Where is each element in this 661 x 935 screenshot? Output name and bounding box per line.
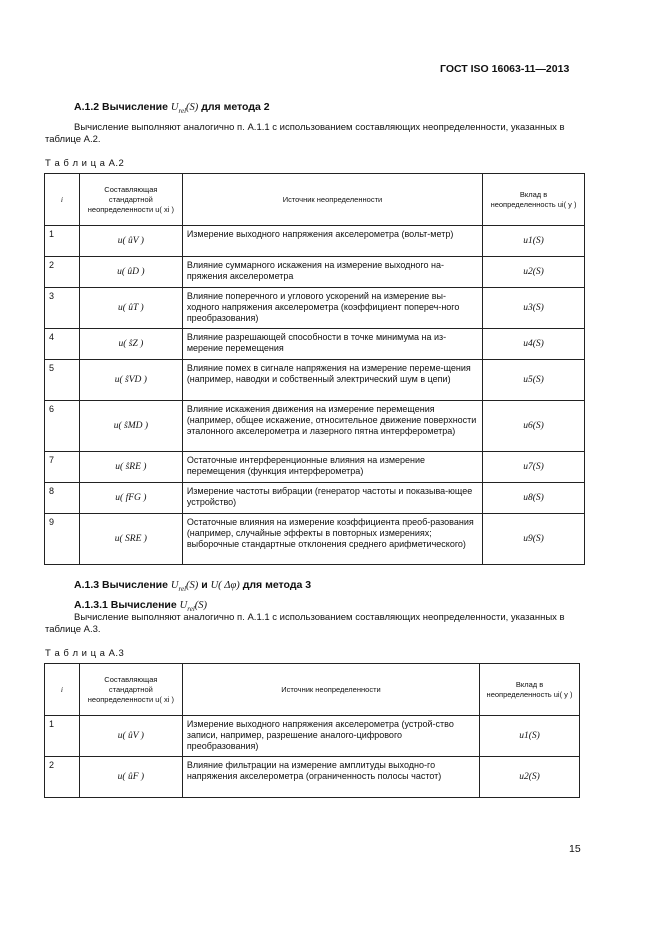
cell-desc: Влияние поперечного и углового ускорений на измерение вы-ходного напряжения акселерометра (коэффициент попереч-ного преобразования)	[182, 288, 482, 329]
section-mid: и	[201, 579, 208, 591]
math-symbol: U	[170, 102, 179, 113]
math-arg: (S)	[186, 580, 199, 591]
cell-i: 2	[45, 257, 80, 288]
paragraph-a131: Вычисление выполняют аналогично п. А.1.1 с использованием составляющих неопределенности, указанных в таблице А.3.	[45, 612, 565, 635]
cell-contrib: u7(S)	[483, 452, 585, 483]
header-i: i	[45, 664, 80, 716]
section-heading-a131	[74, 599, 207, 613]
page-number: 15	[569, 843, 581, 855]
cell-sym: u( ŝRE )	[79, 452, 182, 483]
section-number: А.1.3.1	[74, 599, 108, 611]
table-row	[45, 401, 585, 452]
cell-sym: u( fFG )	[79, 483, 182, 514]
table-row	[45, 288, 585, 329]
cell-contrib: u1(S)	[483, 226, 585, 257]
math-symbol: U	[170, 580, 179, 591]
table-header-row	[45, 174, 585, 226]
cell-sym: u( ŝZ )	[79, 329, 182, 360]
math-subscript: rel	[187, 605, 195, 614]
cell-desc: Влияние фильтрации на измерение амплитуды выходно-го напряжения акселерометра (ограниченность полосы частот)	[182, 757, 479, 798]
cell-desc: Измерение частоты вибрации (генератор частоты и показыва-ющее устройство)	[182, 483, 482, 514]
section-pre: Вычисление	[102, 101, 168, 113]
cell-desc: Измерение выходного напряжения акселерометра (вольт-метр)	[182, 226, 482, 257]
cell-i: 9	[45, 514, 80, 565]
table-a2	[44, 173, 585, 565]
cell-sym: u( ûT )	[79, 288, 182, 329]
math-symbol-2: U( Δφ)	[210, 580, 240, 591]
cell-sym: u( ûF )	[79, 757, 182, 798]
math-symbol: U	[179, 600, 188, 611]
header-contrib: Вклад в неопределенность ui( y )	[480, 664, 580, 716]
cell-contrib: u2(S)	[480, 757, 580, 798]
header-std: Составляющая стандартной неопределенности u( xi )	[79, 664, 182, 716]
section-number: А.1.3	[74, 579, 100, 591]
table-a3-caption: Т а б л и ц а А.3	[45, 648, 125, 659]
cell-contrib: u6(S)	[483, 401, 585, 452]
paragraph-a12: Вычисление выполняют аналогично п. А.1.1 с использованием составляющих неопределенности, указанных в таблице А.2.	[45, 122, 565, 145]
cell-contrib: u5(S)	[483, 360, 585, 401]
cell-desc: Измерение выходного напряжения акселерометра (устрой-ство записи, например, разрешение аналого-цифрового преобразования)	[182, 716, 479, 757]
section-pre: Вычисление	[110, 599, 177, 611]
cell-i: 4	[45, 329, 80, 360]
cell-i: 6	[45, 401, 80, 452]
table-row	[45, 514, 585, 565]
cell-desc: Остаточные интерференционные влияния на измерение перемещения (функция интерферометра)	[182, 452, 482, 483]
table-header-row	[45, 664, 580, 716]
cell-i: 1	[45, 716, 80, 757]
table-row	[45, 257, 585, 288]
cell-sym: u( ŝMD )	[79, 401, 182, 452]
math-subscript: rel	[178, 107, 187, 116]
math-arg: (S)	[186, 102, 199, 113]
math-arg: (S)	[194, 600, 208, 611]
table-row	[45, 329, 585, 360]
cell-desc: Влияние искажения движения на измерение перемещения (например, общее искажение, относительное движение поверхности эталонного акселерометра и лазерного пятна интерферометра)	[182, 401, 482, 452]
cell-sym: u( SRE )	[79, 514, 182, 565]
header-std: Составляющая стандартной неопределенности u( xi )	[79, 174, 182, 226]
cell-desc: Влияние суммарного искажения на измерение выходного на-пряжения акселерометра	[182, 257, 482, 288]
table-row	[45, 716, 580, 757]
cell-contrib: u4(S)	[483, 329, 585, 360]
header-i: i	[45, 174, 80, 226]
cell-i: 2	[45, 757, 80, 798]
cell-contrib: u9(S)	[483, 514, 585, 565]
math-subscript: rel	[178, 585, 187, 594]
section-heading-a12	[74, 101, 270, 115]
cell-contrib: u8(S)	[483, 483, 585, 514]
cell-sym: u( ûV )	[79, 716, 182, 757]
header-contrib: Вклад в неопределенность ui( y )	[483, 174, 585, 226]
table-a2-caption: Т а б л и ц а А.2	[45, 158, 125, 169]
cell-i: 3	[45, 288, 80, 329]
cell-sym: u( ûV )	[79, 226, 182, 257]
cell-i: 7	[45, 452, 80, 483]
table-row	[45, 452, 585, 483]
section-number: А.1.2	[74, 101, 100, 113]
table-row	[45, 483, 585, 514]
table-row	[45, 226, 585, 257]
cell-desc: Влияние помех в сигнале напряжения на измерение переме-щения (например, наводки и собственный электрический шум в цепи)	[182, 360, 482, 401]
table-row	[45, 757, 580, 798]
cell-contrib: u2(S)	[483, 257, 585, 288]
table-a3	[44, 663, 580, 798]
cell-i: 5	[45, 360, 80, 401]
table-row	[45, 360, 585, 401]
cell-i: 8	[45, 483, 80, 514]
section-pre: Вычисление	[102, 579, 168, 591]
cell-sym: u( ûD )	[79, 257, 182, 288]
cell-i: 1	[45, 226, 80, 257]
cell-desc: Остаточные влияния на измерение коэффициента преоб-разования (например, случайные эффекты в повторных измерениях; выборочные стандартные отклонения среднего арифметического)	[182, 514, 482, 565]
section-heading-a13	[74, 579, 311, 593]
document-header: ГОСТ ISO 16063-11—2013	[440, 63, 570, 75]
cell-contrib: u1(S)	[480, 716, 580, 757]
header-source: Источник неопределенности	[182, 174, 482, 226]
cell-desc: Влияние разрешающей способности в точке минимума на из-мерение перемещения	[182, 329, 482, 360]
section-post: для метода 2	[201, 101, 270, 113]
header-source: Источник неопределенности	[182, 664, 479, 716]
cell-sym: u( ŝVD )	[79, 360, 182, 401]
section-post: для метода 3	[242, 579, 312, 591]
cell-contrib: u3(S)	[483, 288, 585, 329]
